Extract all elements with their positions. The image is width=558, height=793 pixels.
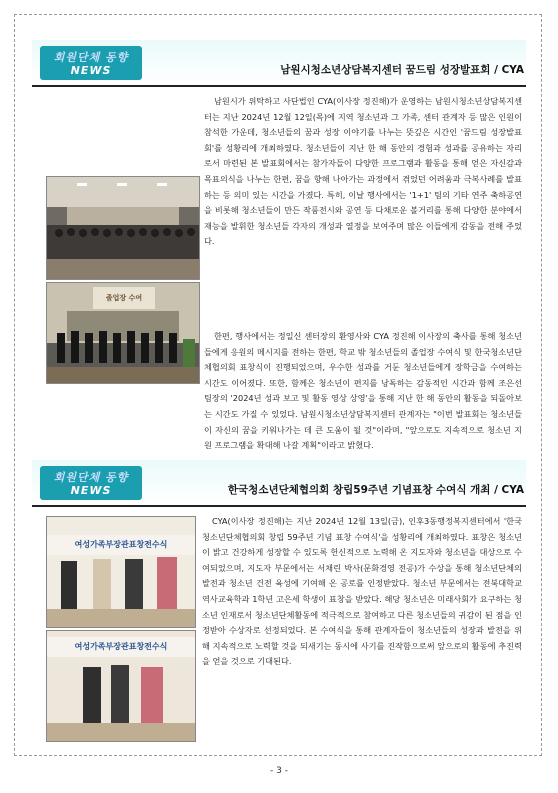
news-section-1	[32, 40, 526, 451]
paragraph: CYA(이사장 정진해)는 지난 2024년 12월 13일(금), 인후3동행정복지센터에서 '한국청소년단체협의회 창립 59주년 기념 표창 수여식'을 성황리에 개최하였다. 표창은 청소년이 밝고 건강하게 성장할 수 있도록 헌신적으로 노력해 온 지도자와 청소년을 대상으로 수여되었으며, 지도자 부문에서는 서채린 박사(문화경영 전공)가 수상을 통해 청소년단체의 발전과 청소년 건전 육성에 기여해 온 공로를 인정받았다. 청소년 부문에서는 전북대학교 역사교육학과 1학년 고은세 학생이 표창을 받았다. 해당 청소년은 미래사회가 요구하는 청소년 인재로서 청소년단체활동에 적극적으로 참여하고 다른 청소년들의 귀감이 된 점을 인정받아 수상자로 선정되었다. 본 수여식을 통해 관계자들이 청소년들의 성장과 발전을 위해 지속적으로 노력할 것을 되새기는 동시에 사기를 진작함으로써 앞으로의 활동에 추진력을 얻을 것으로 기대된다.	[202, 516, 522, 667]
article-body	[202, 514, 522, 670]
article-body-bottom	[204, 329, 522, 454]
paragraph: 남원시가 위탁하고 사단법인 CYA(이사장 정진해)가 운영하는 남원시청소년상담복지센터는 지난 2024년 12월 12일(목)에 지역 청소년과 그 가족, 센터 관계자 등 많은 인원이 참석한 가운데, 청소년들의 꿈과 성장 이야기를 나누는 뜻깊은 시간인 '꿈드림 성장발표회'를 성황리에 개최하였다. 청소년들이 지난 한 해 동안의 경험과 성과를 공유하는 자리로서 마련된 본 발표회에서는 참가자들이 다양한 프로그램과 활동을 통해 얻은 자신감과 목표의식을 나누는 한편, 꿈을 향해 나아가는 과정에서 겪었던 어려움과 극복사례를 발표하는 등 의미 있는 시간을 가졌다. 특히, 이날 행사에서는 '1+1' 팀의 기타 연주 축하공연을 비롯해 청소년들이 만든 작품전시와 공연 등 다채로운 볼거리를 통해 다양한 분야에서 재능을 발휘한 청소년들 각자의 개성과 열정을 보여주며 많은 이들에게 감동을 전해 주었다.	[204, 96, 522, 247]
event-photo-group	[46, 176, 200, 280]
section-header	[32, 40, 526, 87]
graduation-photo	[46, 282, 200, 384]
news-badge	[40, 466, 142, 500]
award-photo-1	[46, 516, 196, 628]
award-photo-2	[46, 630, 196, 742]
badge-news-label: NEWS	[70, 64, 112, 77]
badge-news-label: NEWS	[70, 484, 112, 497]
news-badge	[40, 46, 142, 80]
badge-label: 회원단체 동향	[53, 51, 129, 64]
article-title: 한국청소년단체협의회 창립59주년 기념표창 수여식 개최 / CYA	[227, 484, 524, 496]
badge-label: 회원단체 동향	[53, 471, 129, 484]
photo-banner-text: 여성가족부장관표창전수식	[74, 540, 168, 549]
news-section-2	[32, 460, 526, 744]
article-title: 남원시청소년상담복지센터 꿈드림 성장발표회 / CYA	[280, 64, 524, 76]
article-body-top	[204, 94, 522, 250]
photo-banner-text: 졸업장 수여	[105, 294, 143, 302]
photo-banner-text: 여성가족부장관표창전수식	[74, 642, 168, 651]
page-number: - 3 -	[270, 766, 288, 776]
section-header	[32, 460, 526, 507]
paragraph: 한편, 행사에서는 정일신 센터장의 환영사와 CYA 정진해 이사장의 축사를 통해 청소년들에게 응원의 메시지를 전하는 한편, 학교 밖 청소년들의 졸업장 수여식 및 한국청소년단체협의회 표창식이 진행되었으며, 우수한 성과를 거둔 청소년들에게 장학금을 수여하는 시간도 이어졌다. 또한, 함께은 청소년이 편지를 낭독하는 감동적인 시간과 함께 조은선 팀장의 '2024년 성과 보고 및 활동 영상 상영'을 통해 지난 한 해 동안의 활동을 되돌아보는 시간도 가질 수 있었다. 남원시청소년상담복지센터 관계자는 "이번 발표회는 청소년들이 자신의 꿈을 키워나가는 데 큰 도움이 될 것"이라며, "앞으로도 지속적으로 청소년 지원 프로그램을 확대해 나갈 계획"이라고 밝혔다.	[204, 331, 522, 451]
